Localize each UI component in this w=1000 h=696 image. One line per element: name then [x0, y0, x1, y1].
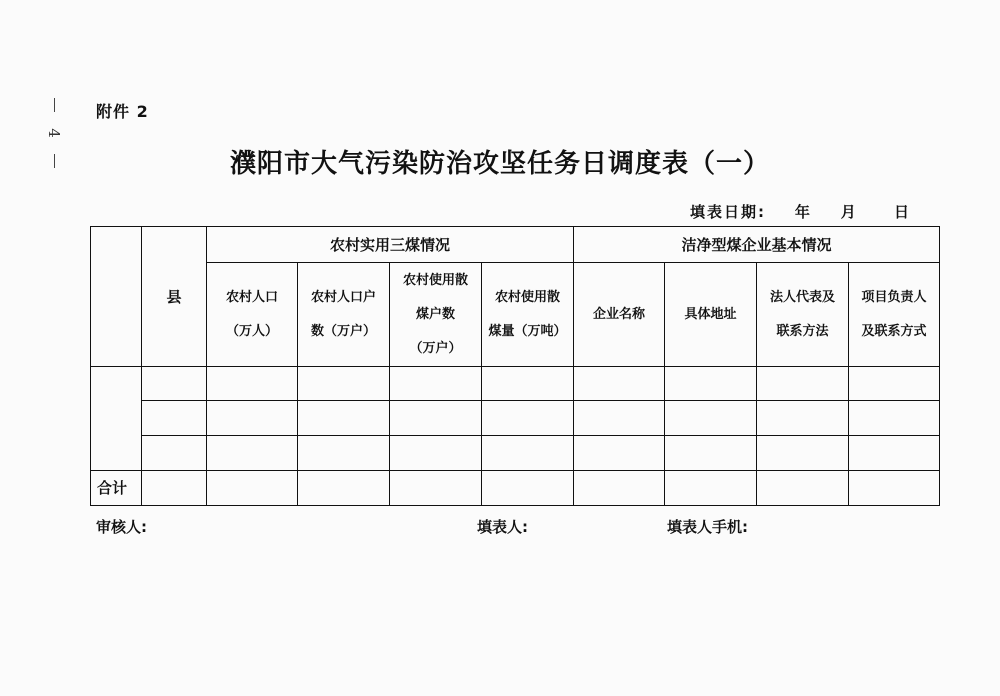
table-cell: [207, 436, 298, 471]
table-cell: [390, 401, 482, 436]
col-header-address: 具体地址: [665, 263, 757, 367]
corner-cell-body: [91, 367, 142, 471]
table-cell: [665, 471, 757, 506]
table-cell: [849, 471, 940, 506]
clean-coal-group-header: 洁净型煤企业基本情况: [574, 227, 940, 263]
fill-date-year: 年: [794, 203, 812, 221]
table-cell: [665, 436, 757, 471]
table-cell: [298, 401, 390, 436]
table-row: [91, 436, 940, 471]
table-cell: [298, 471, 390, 506]
col-header-loose-coal-households: 农村使用散 煤户数 （万户）: [390, 263, 482, 367]
table-cell: [390, 436, 482, 471]
table-cell: [142, 436, 207, 471]
table-cell: [757, 436, 849, 471]
col-header-rural-population: 农村人口 （万人）: [207, 263, 298, 367]
attachment-label: 附件 2: [96, 102, 149, 121]
table-cell: [757, 401, 849, 436]
table-cell: [207, 367, 298, 401]
table-cell: [757, 367, 849, 401]
filler-phone-label: 填表人手机:: [667, 518, 748, 536]
col-header-project-lead: 项目负责人 及联系方式: [849, 263, 940, 367]
table-cell: [207, 471, 298, 506]
col-header-rural-households: 农村人口户 数（万户）: [298, 263, 390, 367]
document-title: 濮阳市大气污染防治攻坚任务日调度表（一）: [229, 149, 770, 179]
fill-date-line: [690, 201, 911, 222]
table-cell: [574, 367, 665, 401]
table-cell: [298, 436, 390, 471]
table-cell: [665, 367, 757, 401]
table-cell: [482, 436, 574, 471]
fill-date-day: 日: [893, 203, 911, 221]
col-header-company-name: 企业名称: [574, 263, 665, 367]
table-cell: [849, 401, 940, 436]
table-cell: [757, 471, 849, 506]
rural-coal-group-header: 农村实用三煤情况: [207, 227, 574, 263]
table-cell: [574, 401, 665, 436]
total-row: [91, 471, 940, 506]
fill-date-label: 填表日期:: [690, 203, 766, 221]
table-cell: [142, 367, 207, 401]
table-cell: [298, 367, 390, 401]
col-header-legal-rep: 法人代表及 联系方法: [757, 263, 849, 367]
header-row-columns: [91, 263, 940, 367]
table-cell: [665, 401, 757, 436]
table-cell: [482, 401, 574, 436]
col-header-loose-coal-amount: 农村使用散 煤量（万吨）: [482, 263, 574, 367]
fill-date-month: 月: [840, 203, 858, 221]
table-cell: [574, 436, 665, 471]
filler-label: 填表人:: [477, 518, 528, 536]
table-row: [91, 401, 940, 436]
table-cell: [390, 367, 482, 401]
page-number: 4: [44, 128, 63, 138]
table-cell: [142, 401, 207, 436]
dispatch-table: [90, 226, 940, 506]
table-cell: [849, 436, 940, 471]
corner-cell: [91, 227, 142, 367]
table-cell: [207, 401, 298, 436]
table-cell: [482, 367, 574, 401]
county-header: 县: [142, 227, 207, 367]
total-label: 合计: [91, 471, 142, 506]
table-cell: [849, 367, 940, 401]
table-cell: [390, 471, 482, 506]
table-cell: [482, 471, 574, 506]
header-row-groups: [91, 227, 940, 263]
table-cell: [574, 471, 665, 506]
marker-dash-top: [54, 98, 55, 112]
reviewer-label: 审核人:: [96, 518, 147, 536]
table-row: [91, 367, 940, 401]
table-cell: [142, 471, 207, 506]
